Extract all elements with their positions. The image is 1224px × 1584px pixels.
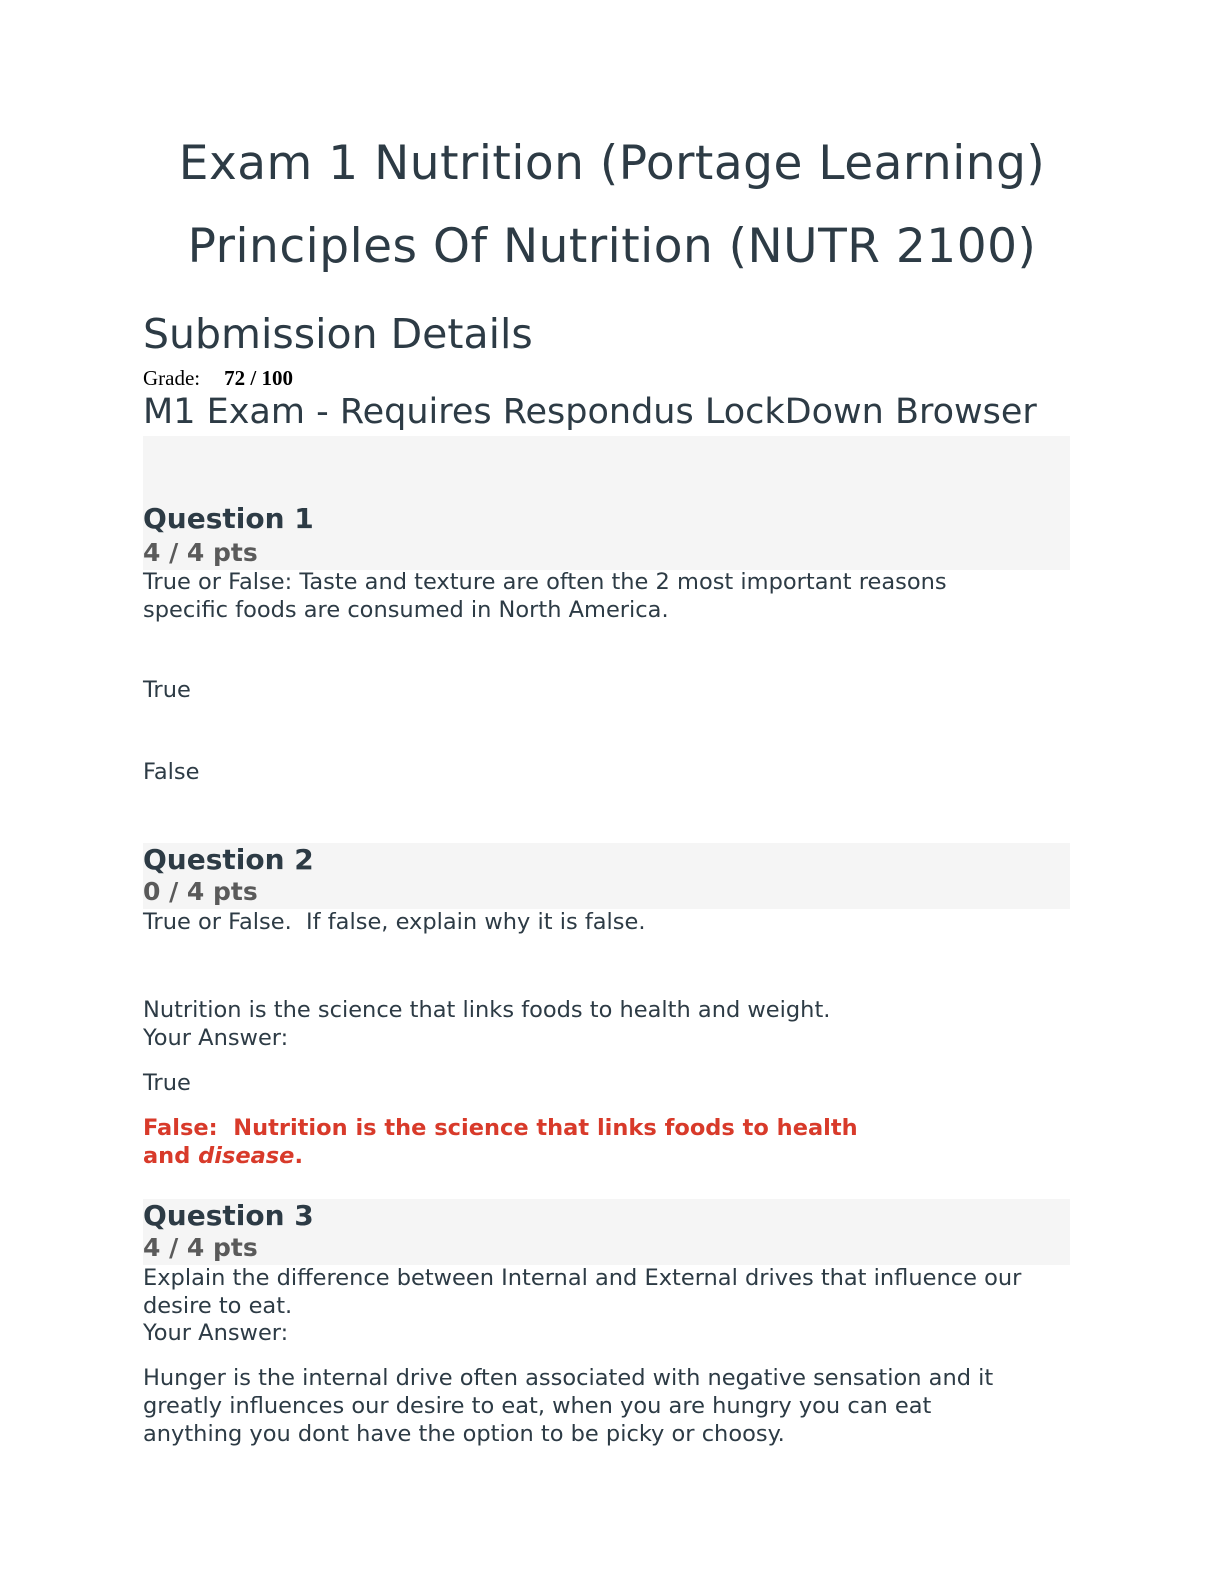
question-2-correct-answer — [143, 1114, 903, 1170]
question-1-prompt: True or False: Taste and texture are often the 2 most important reasons specific foods are consumed in North America. — [143, 569, 947, 623]
question-1-title: Question 1 — [143, 502, 314, 535]
correct-answer-suffix: . — [294, 1143, 304, 1169]
question-3-points: 4 / 4 pts — [143, 1233, 258, 1262]
submission-details-heading: Submission Details — [143, 310, 533, 358]
question-3-answer-label: Your Answer: — [143, 1320, 289, 1346]
question-1-option-false: False — [143, 759, 200, 785]
question-3-title: Question 3 — [143, 1199, 314, 1232]
question-2-prompt: True or False. If false, explain why it is false. — [143, 909, 646, 935]
question-2-points: 0 / 4 pts — [143, 877, 258, 906]
question-3-prompt: Explain the difference between Internal and External drives that influence our desire to eat. — [143, 1265, 1022, 1319]
question-3-answer: Hunger is the internal drive often associated with negative sensation and it greatly influences our desire to eat, when you are hungry you can eat anything you dont have the option to be picky or choosy. — [143, 1365, 994, 1447]
question-2-statement: Nutrition is the science that links foods to health and weight. — [143, 997, 831, 1023]
question-2-title: Question 2 — [143, 843, 314, 876]
question-1-option-true: True — [143, 677, 191, 703]
document-title-line2: Principles Of Nutrition (NUTR 2100) — [187, 219, 1037, 274]
grade-row — [143, 366, 293, 391]
correct-answer-emphasis: disease — [198, 1143, 295, 1169]
question-2-header — [143, 843, 1070, 909]
question-2-answer: True — [143, 1070, 191, 1096]
grade-value: 72 / 100 — [224, 366, 293, 390]
exam-title: M1 Exam - Requires Respondus LockDown Browser — [143, 392, 1037, 432]
question-3-header — [143, 1199, 1070, 1265]
question-1-header — [143, 436, 1070, 570]
document-title-line1: Exam 1 Nutrition (Portage Learning) — [178, 136, 1046, 191]
correct-answer-text: False: Nutrition is the science that links foods to health and — [143, 1115, 866, 1169]
question-2-answer-label: Your Answer: — [143, 1025, 289, 1051]
question-1-points: 4 / 4 pts — [143, 538, 258, 567]
grade-label: Grade: — [143, 366, 201, 390]
